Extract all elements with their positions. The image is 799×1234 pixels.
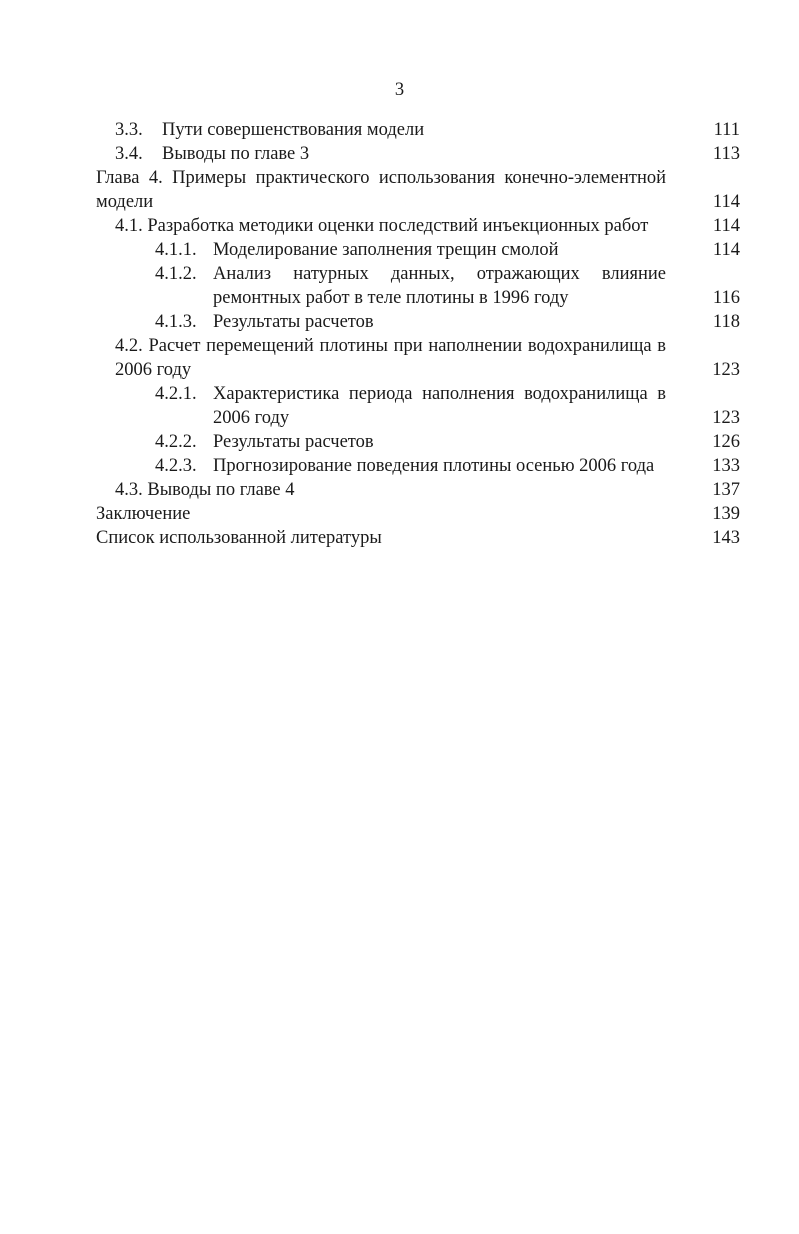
toc-entry-4-2-2 <box>96 430 740 454</box>
toc-entry-title: Список использованной литературы <box>96 528 382 548</box>
toc-entry-page: 139 <box>712 504 740 524</box>
toc-entry-4-1 <box>96 214 740 238</box>
toc-entry-number: 4.1.2. <box>155 264 197 284</box>
toc-entry-title: Заключение <box>96 504 191 524</box>
toc-entry-number: 4.1.3. <box>155 312 197 332</box>
toc-entry-title: 4.3. Выводы по главе 4 <box>115 480 295 500</box>
toc-entry-page: 114 <box>712 192 740 212</box>
toc-entry-number: 3.3. <box>115 120 143 140</box>
toc-entry-title: Прогнозирование поведения плотины осенью 2006 года <box>213 456 655 476</box>
toc-entry-page: 116 <box>712 288 740 308</box>
toc-entry-page: 113 <box>712 144 740 164</box>
toc-entry-4-2-3 <box>96 454 740 478</box>
toc-entry-page: 123 <box>712 360 740 380</box>
toc-entry-title: 4.2. Расчет перемещений плотины при наполнении водохранилища в 2006 году <box>115 336 666 380</box>
toc-entry-title: Анализ натурных данных, отражающих влияние ремонтных работ в теле плотины в 1996 году <box>213 264 666 308</box>
toc-entry-4-3 <box>96 478 740 502</box>
toc-entry-page: 123 <box>712 408 740 428</box>
toc-entry-4-2 <box>96 334 740 382</box>
toc-entry-bibliography <box>96 526 740 550</box>
toc-entry-page: 114 <box>712 240 740 260</box>
toc-entry-page: 118 <box>712 312 740 332</box>
toc-entry-3-3 <box>96 118 740 142</box>
toc-entry-title: Глава 4. Примеры практического использования конечно-элементной модели <box>96 168 666 212</box>
toc-entry-4-1-1 <box>96 238 740 262</box>
toc-entry-page: 137 <box>712 480 740 500</box>
toc-entry-number: 4.2.3. <box>155 456 197 476</box>
toc-entry-page: 111 <box>713 120 740 140</box>
toc-entry-chapter-4 <box>96 166 740 214</box>
toc-entry-number: 3.4. <box>115 144 143 164</box>
toc-entry-4-1-2 <box>96 262 740 310</box>
toc-entry-title: Пути совершенствования модели <box>162 120 425 140</box>
toc-entry-title: 4.1. Разработка методики оценки последствий инъекционных работ <box>115 216 649 236</box>
table-of-contents <box>96 118 740 550</box>
toc-entry-title: Характеристика периода наполнения водохранилища в 2006 году <box>213 384 666 428</box>
toc-entry-page: 143 <box>712 528 740 548</box>
toc-entry-page: 133 <box>712 456 740 476</box>
toc-entry-4-1-3 <box>96 310 740 334</box>
toc-entry-title: Моделирование заполнения трещин смолой <box>213 240 559 260</box>
toc-entry-title: Результаты расчетов <box>213 432 374 452</box>
toc-entry-4-2-1 <box>96 382 740 430</box>
toc-entry-page: 126 <box>712 432 740 452</box>
toc-entry-number: 4.2.2. <box>155 432 197 452</box>
toc-entry-page: 114 <box>712 216 740 236</box>
toc-entry-number: 4.1.1. <box>155 240 197 260</box>
toc-entry-title: Выводы по главе 3 <box>162 144 310 164</box>
toc-entry-number: 4.2.1. <box>155 384 197 404</box>
page-number: 3 <box>394 80 405 100</box>
toc-entry-conclusion <box>96 502 740 526</box>
toc-entry-3-4 <box>96 142 740 166</box>
toc-entry-title: Результаты расчетов <box>213 312 374 332</box>
